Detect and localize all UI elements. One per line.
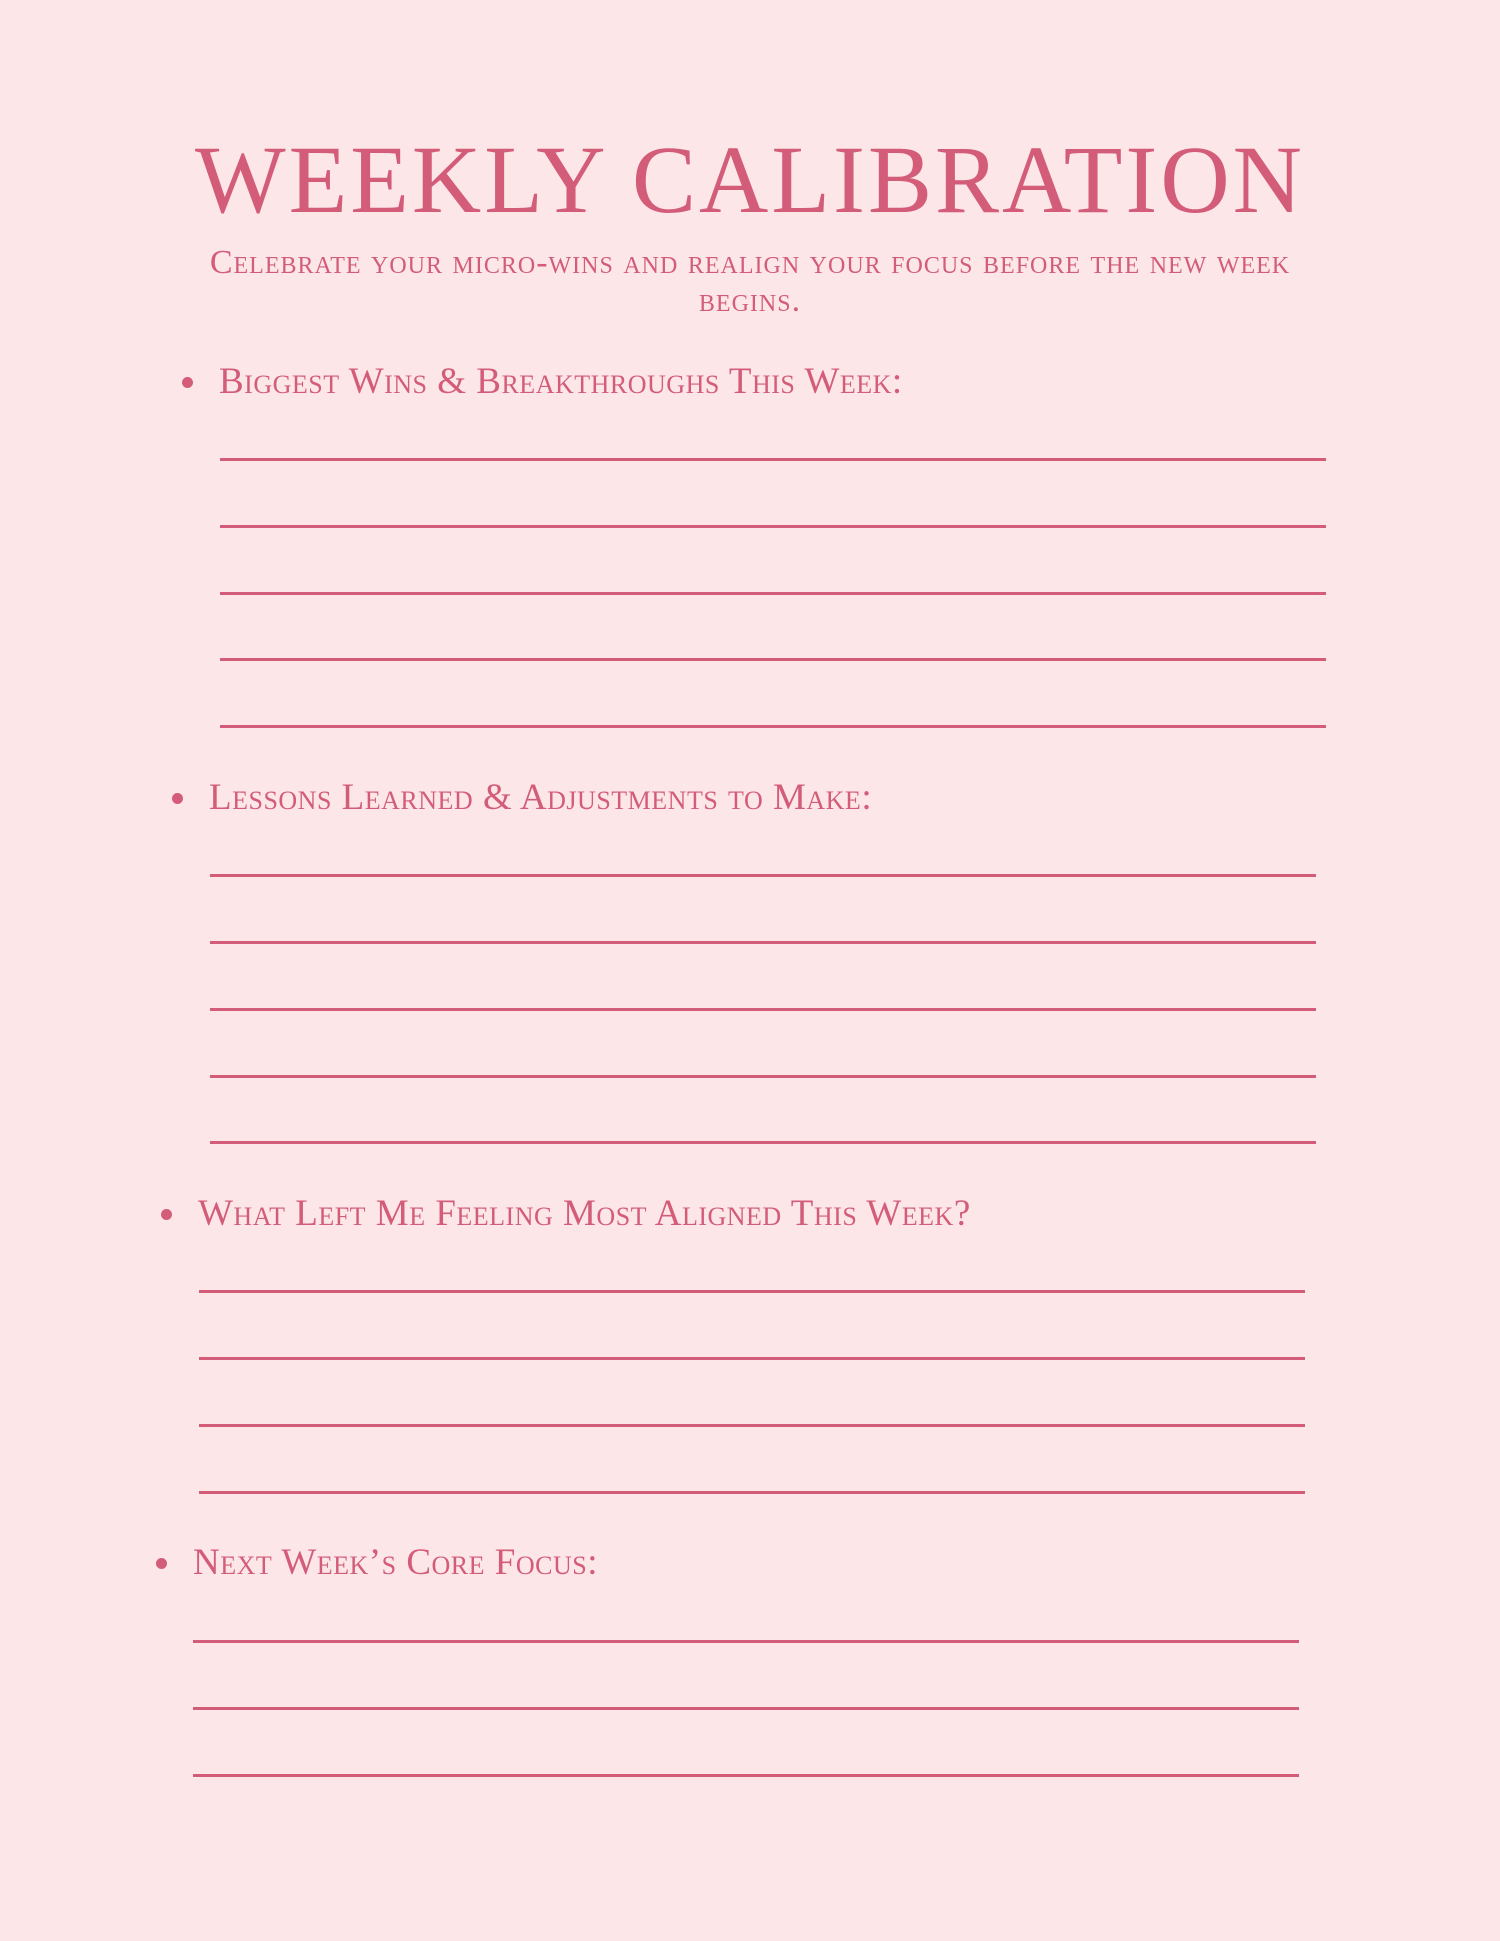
writing-line[interactable] [199,1491,1305,1494]
page-title: WEEKLY CALIBRATION [195,126,1305,233]
bullet-icon [182,377,193,388]
section-heading-lessons [172,778,872,818]
writing-line[interactable] [210,874,1316,877]
writing-line[interactable] [210,941,1316,944]
writing-line[interactable] [193,1640,1299,1643]
section-heading-aligned [161,1194,971,1234]
writing-line[interactable] [220,658,1326,661]
writing-line[interactable] [199,1357,1305,1360]
section-heading-label: Lessons Learned & Adjustments to Make: [209,777,873,818]
bullet-icon [161,1209,172,1220]
writing-line[interactable] [199,1424,1305,1427]
writing-line[interactable] [220,458,1326,461]
section-heading-label: Biggest Wins & Breakthroughs This Week: [219,361,903,402]
writing-line[interactable] [210,1075,1316,1078]
writing-line[interactable] [220,525,1326,528]
writing-line[interactable] [210,1141,1316,1144]
writing-line[interactable] [220,592,1326,595]
section-heading-focus [156,1543,598,1583]
writing-line[interactable] [220,725,1326,728]
bullet-icon [172,793,183,804]
writing-line[interactable] [193,1774,1299,1777]
section-heading-label: Next Week’s Core Focus: [193,1542,598,1583]
writing-line[interactable] [193,1707,1299,1710]
bullet-icon [156,1558,167,1569]
writing-line[interactable] [210,1008,1316,1011]
page-subtitle: Celebrate your micro-wins and realign your focus before the new week begins. [209,244,1291,319]
section-heading-wins [182,362,903,402]
writing-line[interactable] [199,1290,1305,1293]
section-heading-label: What Left Me Feeling Most Aligned This Week? [198,1193,971,1234]
